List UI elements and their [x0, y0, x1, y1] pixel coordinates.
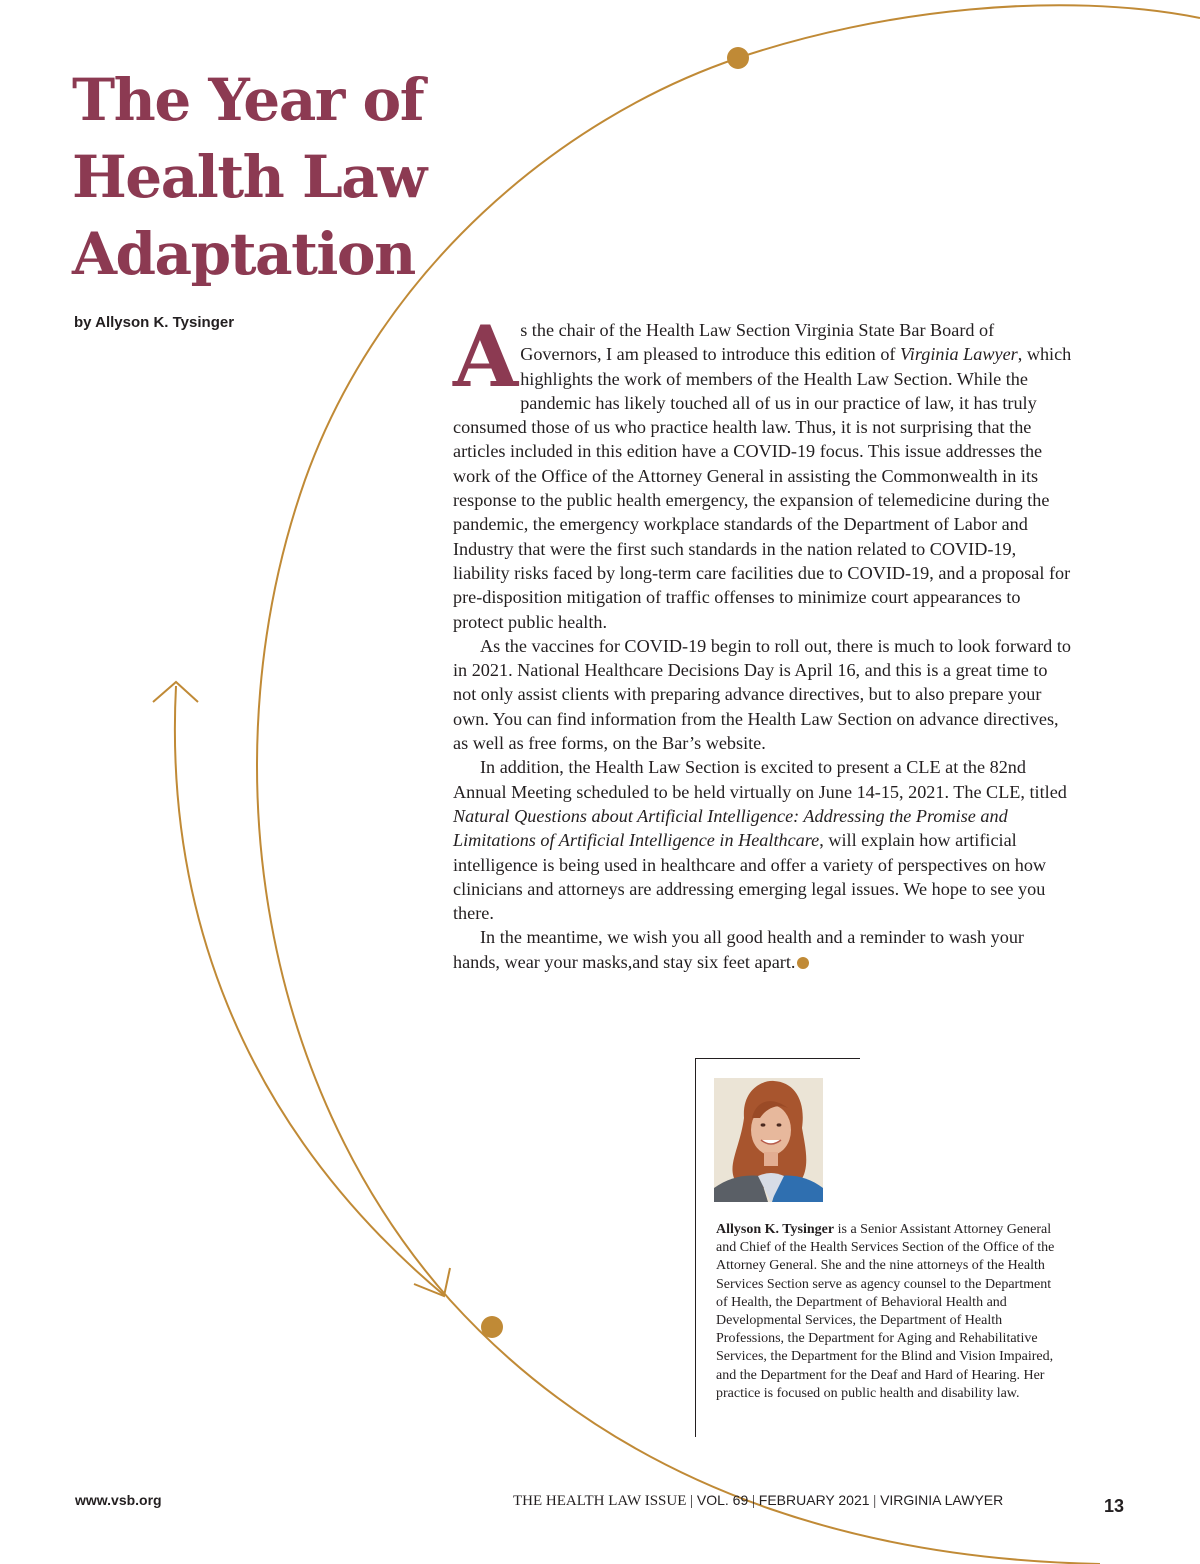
cle-title: Natural Questions about Artificial Intelligence: Addressing the Promise and Limitations of Artificial Intelligence in Healthcare [453, 805, 1008, 851]
title-line: Health Law [72, 143, 426, 211]
inner-arc [175, 686, 445, 1296]
author-name: Allyson K. Tysinger [716, 1222, 835, 1237]
gold-dot-icon [727, 47, 749, 69]
byline: by Allyson K. Tysinger [74, 314, 235, 331]
drop-cap: A [453, 307, 519, 406]
article-paragraph: In addition, the Health Law Section is excited to present a CLE at the 82nd Annual Meeting scheduled to be held virtually on June 14-15, 2021. The CLE, titled Natural Questions about Artificial Intelligence: Addressing the Promise and Limitations of Artificial Intelligence in Healthcare, will explain how artificial intelligence is being used in healthcare and offer a variety of perspectives on how clinicians and attorneys are addressing emerging legal issues. We hope to see you there. [453, 757, 1067, 924]
arc-arrow-down-icon [414, 1268, 450, 1296]
running-footer: THE HEALTH LAW ISSUE | VOL. 69 | FEBRUARY 2021 | VIRGINIA LAWYER [513, 1492, 1004, 1509]
title-line: Adaptation [72, 220, 415, 288]
article-paragraph: As the chair of the Health Law Section Virginia State Bar Board of Governors, I am pleased to introduce this edition of Virginia Lawyer, which highlights the work of members of the Health Law Section. While the pandemic has likely touched all of us in our practice of law, it has truly consumed those of us who practice health law. Thus, it is not surprising that the articles included in this edition have a COVID-19 focus. This issue addresses the work of the Office of the Attorney General in assisting the Commonwealth in its response to the public health emergency, the expansion of telemedicine during the pandemic, the emergency workplace standards of the Department of Labor and Industry that were the first such standards in the nation related to COVID-19, liability risks faced by long-term care facilities due to COVID-19, and a proposal for pre-disposition mitigation of traffic offenses to minimize court appearances to protect public health. [453, 307, 1072, 632]
end-mark-icon [797, 957, 809, 969]
title-line: The Year of [72, 66, 424, 134]
footer-url[interactable]: www.vsb.org [75, 1492, 162, 1508]
page-number: 13 [1104, 1496, 1125, 1516]
magazine-name: Virginia Lawyer [900, 344, 1018, 365]
article-body [453, 307, 1075, 974]
author-photo [714, 1078, 823, 1202]
article-paragraph: In the meantime, we wish you all good health and a reminder to wash your hands, wear your masks,and stay six feet apart. [453, 927, 1024, 972]
gold-dot-icon [481, 1316, 503, 1338]
page-title [72, 62, 472, 293]
article-paragraph: As the vaccines for COVID-19 begin to roll out, there is much to look forward to in 2021. National Healthcare Decisions Day is April 16, and this is a great time to not only assist clients with preparing advance directives, but to also prepare your own. You can find information from the Health Law Section on advance directives, as well as free forms, on the Bar’s website. [453, 635, 1071, 754]
author-bio: Allyson K. Tysinger is a Senior Assistant Attorney General and Chief of the Health Services Section of the Office of the Attorney General. She and the nine attorneys of the Health Services Section serve as agency counsel to the Department of Health, the Department of Behavioral Health and Developmental Services, the Department of Health Professions, the Department for Aging and Rehabilitative Services, the Department for the Blind and Vision Impaired, and the Department for the Deaf and Hard of Hearing. Her practice is focused on public health and disability law. [716, 1222, 1055, 1401]
